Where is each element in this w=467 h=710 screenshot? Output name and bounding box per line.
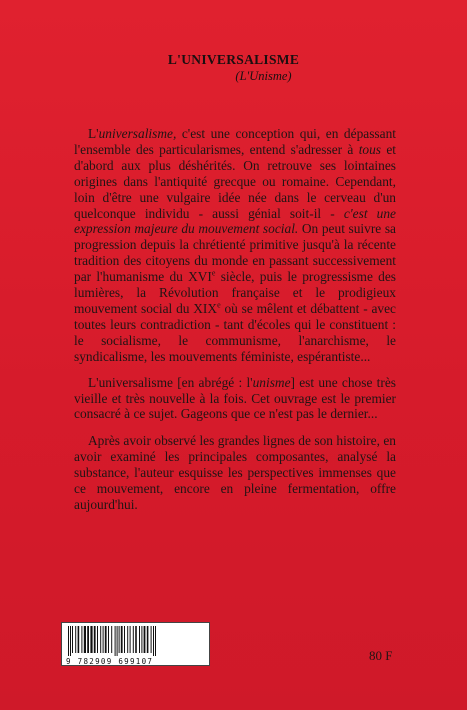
barcode-bar [151,626,152,653]
blurb-paragraph-2 [74,375,396,423]
text-run: unisme [252,374,291,390]
text-run: c'est une expression majeure du mouvement social. [74,205,396,237]
barcode-bar [124,626,125,653]
text-run: siècle, puis le progressisme des lumières, la Révolution française et le prodigieux mouvement social du XIX [74,269,396,316]
barcode-bar [119,626,120,653]
text-run: c'est une conception qui, en dépassant l'ensemble des particularismes, entend s'adresser à [74,126,396,157]
barcode-bar [147,626,149,653]
text-run: tous [358,141,382,157]
barcode-bar [155,626,156,656]
barcode-bar [111,626,112,653]
barcode-bar [81,626,82,653]
text-run: Après avoir observé les grandes lignes de son histoire, en avoir examiné les principales composantes, analysé la substance, l'auteur esquisse les perspectives immenses que ce mouvement, encore en pleine fermentation, offre aujourd'hui. [74,433,396,512]
barcode-bar [133,626,134,653]
barcode-bar [117,626,118,656]
price-label: 80 F [369,648,393,663]
barcode-bar [144,626,146,653]
book-title: L'UNIVERSALISME [167,52,300,67]
text-run: e [211,268,216,278]
text-run: où se mêlent et débattent - avec toutes leurs contradiction - tant d'écoles qui le constituent : le socialisme, le communisme, l'anarchisme, le syndicalisme, les mouvements féministe, espérantiste... [74,300,396,364]
text-run: L' [88,126,99,141]
barcode-bar [130,626,131,653]
blurb-paragraph-3 [74,433,396,513]
barcode-bar [135,626,137,653]
barcode-bar [87,626,89,653]
text-run: ] est une chose très vieille et très nouvelle à la fois. Cet ouvrage est le premier consacré à ce sujet. Gageons que ce n'est pas le dernier... [74,374,396,422]
blurb-paragraph-1 [74,126,396,365]
barcode-bar [100,626,101,653]
barcode-bar [90,626,92,653]
barcode-bar [127,626,128,653]
barcode-bars-icon [66,626,205,656]
barcode-bar [139,626,140,653]
text-run: e [217,300,221,310]
barcode-number: 9 782909 699107 [66,657,154,666]
barcode-bar [70,626,71,656]
barcode-bar [108,626,109,653]
barcode-bar [75,626,76,653]
text-run: et d'abord aux plus déshérités. On retrouve ses lointaines origines dans l'antiquité grecque ou romaine. Cependant, loin d'être une vulgaire idée née dans le cerveau d'un quelconque individu - aussi génial soit-il - [74,141,396,221]
text-run: L'universalisme [en abrégé : l' [88,374,253,390]
barcode-bar [72,626,73,653]
barcode-bar [78,626,80,653]
isbn-barcode [61,622,210,666]
text-run: On peut suivre sa progression depuis la chrétienté primitive jusqu'à la récente tradition des citoyens du monde en passant successivement par l'humanisme du XVI [74,221,396,285]
barcode-bar [141,626,142,653]
barcode-bar [105,626,107,653]
barcode-bar [97,626,98,653]
barcode-bar [94,626,96,653]
text-run: universalisme, [98,126,177,141]
barcode-bar [68,626,69,656]
barcode-bar [115,626,116,656]
barcode-bar [103,626,104,653]
blurb [74,126,396,523]
barcode-bar [121,626,123,653]
title-block [0,52,467,84]
barcode-bar [153,626,154,656]
book-subtitle: (L'Unisme) [235,69,292,83]
barcode-bar [84,626,86,653]
